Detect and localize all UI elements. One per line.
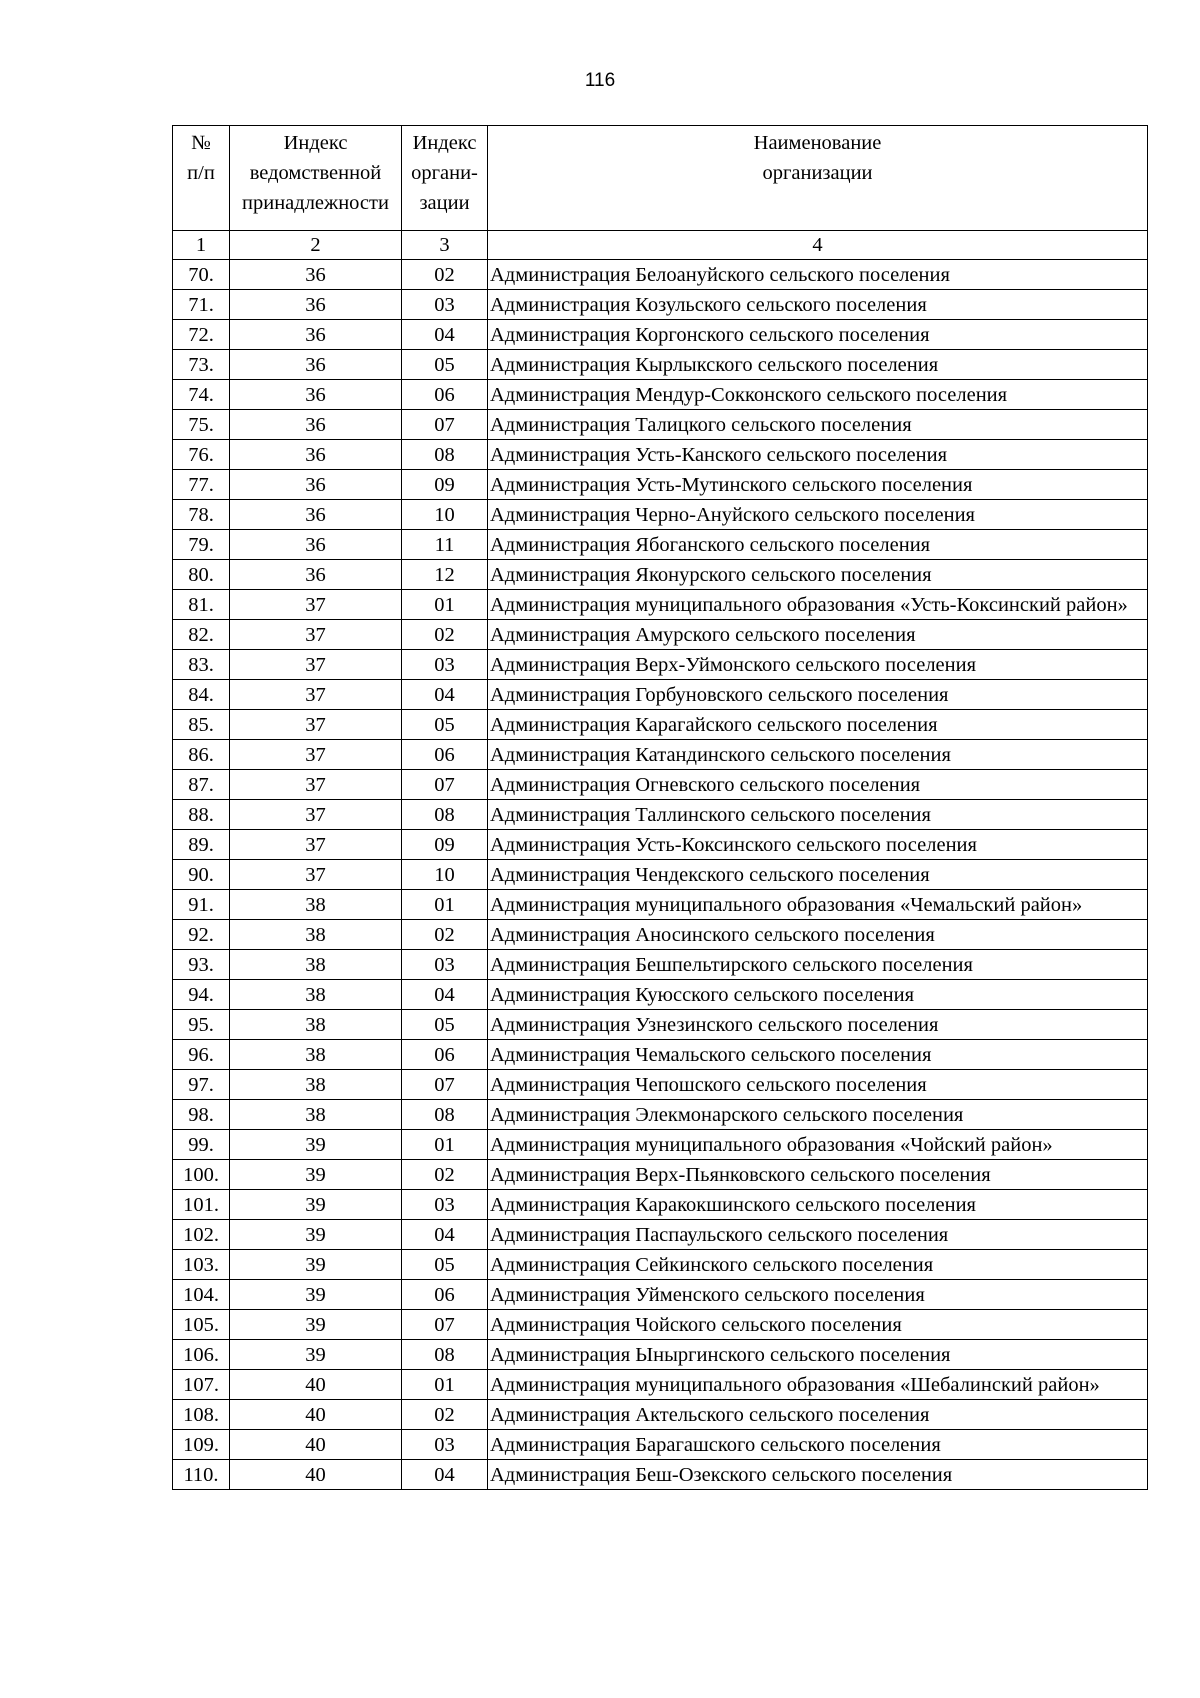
header-number-line: п/п [187,162,215,184]
dept-index-cell: 36 [230,290,402,320]
table-row [173,1430,1148,1460]
org-name-cell: Администрация Паспаульского сельского поселения [488,1220,1148,1250]
row-number: 109. [173,1430,230,1460]
dept-index-cell: 37 [230,860,402,890]
org-index-cell: 04 [402,1220,488,1250]
org-name-cell: Администрация Усть-Коксинского сельского поселения [488,830,1148,860]
org-index-cell: 02 [402,620,488,650]
table-row [173,740,1148,770]
dept-index-cell: 38 [230,950,402,980]
org-name-cell: Администрация Карагайского сельского поселения [488,710,1148,740]
table-row [173,320,1148,350]
header-org-index-line: Индекс [412,132,477,154]
table-row [173,470,1148,500]
row-number: 91. [173,890,230,920]
row-number: 75. [173,410,230,440]
org-index-cell: 03 [402,950,488,980]
dept-index-cell: 36 [230,260,402,290]
table-row [173,350,1148,380]
org-name-cell: Администрация Амурского сельского поселения [488,620,1148,650]
row-number: 76. [173,440,230,470]
org-name-cell: Администрация Верх-Уймонского сельского поселения [488,650,1148,680]
dept-index-cell: 38 [230,1070,402,1100]
org-index-cell: 02 [402,920,488,950]
row-number: 88. [173,800,230,830]
dept-index-cell: 36 [230,350,402,380]
header-number-line: № [191,132,211,154]
org-index-cell: 08 [402,440,488,470]
org-index-cell: 06 [402,1280,488,1310]
dept-index-cell: 39 [230,1130,402,1160]
table-row [173,560,1148,590]
org-name-cell: Администрация муниципального образования «Шебалинский район» [488,1370,1148,1400]
table-row [173,920,1148,950]
row-number: 90. [173,860,230,890]
org-index-cell: 01 [402,590,488,620]
dept-index-cell: 39 [230,1160,402,1190]
org-name-cell: Администрация Катандинского сельского поселения [488,740,1148,770]
header-dept-index-line: ведомственной [249,162,382,184]
row-number: 102. [173,1220,230,1250]
row-number: 89. [173,830,230,860]
row-number: 79. [173,530,230,560]
row-number: 103. [173,1250,230,1280]
org-index-cell: 04 [402,320,488,350]
org-name-cell: Администрация Чепошского сельского поселения [488,1070,1148,1100]
row-number: 83. [173,650,230,680]
table-row [173,1460,1148,1490]
row-number: 70. [173,260,230,290]
org-index-cell: 07 [402,1070,488,1100]
row-number: 73. [173,350,230,380]
org-name-cell: Администрация муниципального образования «Чойский район» [488,1130,1148,1160]
table-row [173,1400,1148,1430]
header-org-index-line: органи- [411,162,478,184]
row-number: 99. [173,1130,230,1160]
row-number: 110. [173,1460,230,1490]
org-index-cell: 06 [402,380,488,410]
org-name-cell: Администрация Мендур-Сокконского сельского поселения [488,380,1148,410]
page-number: 116 [584,70,616,91]
table-row [173,1250,1148,1280]
org-index-cell: 01 [402,890,488,920]
org-name-cell: Администрация Аносинского сельского поселения [488,920,1148,950]
org-name-cell: Администрация Куюсского сельского поселения [488,980,1148,1010]
org-name-cell: Администрация Козульского сельского поселения [488,290,1148,320]
org-index-cell: 04 [402,1460,488,1490]
org-name-cell: Администрация Черно-Ануйского сельского поселения [488,500,1148,530]
org-index-cell: 01 [402,1130,488,1160]
table-row [173,380,1148,410]
column-number: 4 [488,231,1148,260]
header-dept-index [230,126,402,231]
organizations-table [172,125,1148,1490]
dept-index-cell: 37 [230,830,402,860]
row-number: 104. [173,1280,230,1310]
org-name-cell: Администрация муниципального образования «Усть-Коксинский район» [488,590,1148,620]
org-name-cell: Администрация Верх-Пьянковского сельского поселения [488,1160,1148,1190]
dept-index-cell: 36 [230,410,402,440]
column-number-row [173,231,1148,260]
table-row [173,980,1148,1010]
table-row [173,1190,1148,1220]
table-row [173,440,1148,470]
table-row [173,800,1148,830]
org-name-cell: Администрация Каракокшинского сельского поселения [488,1190,1148,1220]
org-index-cell: 07 [402,1310,488,1340]
org-name-cell: Администрация Чойского сельского поселения [488,1310,1148,1340]
dept-index-cell: 37 [230,650,402,680]
org-index-cell: 02 [402,1160,488,1190]
row-number: 81. [173,590,230,620]
table-row [173,650,1148,680]
dept-index-cell: 38 [230,1010,402,1040]
table-row [173,860,1148,890]
org-name-cell: Администрация Чемальского сельского поселения [488,1040,1148,1070]
org-name-cell: Администрация Чендекского сельского поселения [488,860,1148,890]
table-row [173,830,1148,860]
table-row [173,500,1148,530]
org-index-cell: 10 [402,500,488,530]
table-row [173,530,1148,560]
row-number: 85. [173,710,230,740]
org-index-cell: 08 [402,1100,488,1130]
table-row [173,1280,1148,1310]
org-name-cell: Администрация Усть-Канского сельского поселения [488,440,1148,470]
row-number: 96. [173,1040,230,1070]
dept-index-cell: 36 [230,440,402,470]
org-name-cell: Администрация Ябоганского сельского поселения [488,530,1148,560]
dept-index-cell: 37 [230,770,402,800]
org-index-cell: 04 [402,980,488,1010]
dept-index-cell: 38 [230,1100,402,1130]
header-dept-index-line: принадлежности [242,192,389,214]
dept-index-cell: 36 [230,470,402,500]
org-name-cell: Администрация Огневского сельского поселения [488,770,1148,800]
org-index-cell: 05 [402,350,488,380]
row-number: 106. [173,1340,230,1370]
table-row [173,260,1148,290]
dept-index-cell: 36 [230,560,402,590]
column-number: 2 [230,231,402,260]
row-number: 84. [173,680,230,710]
table-row [173,890,1148,920]
dept-index-cell: 40 [230,1400,402,1430]
org-name-cell: Администрация Барагашского сельского поселения [488,1430,1148,1460]
column-number: 1 [173,231,230,260]
org-index-cell: 08 [402,800,488,830]
dept-index-cell: 37 [230,620,402,650]
dept-index-cell: 40 [230,1460,402,1490]
table-row [173,620,1148,650]
org-index-cell: 02 [402,260,488,290]
table-row [173,1040,1148,1070]
row-number: 100. [173,1160,230,1190]
row-number: 80. [173,560,230,590]
row-number: 92. [173,920,230,950]
org-index-cell: 05 [402,1010,488,1040]
table-header [173,126,1148,231]
org-name-cell: Администрация Таллинского сельского поселения [488,800,1148,830]
table-row [173,710,1148,740]
dept-index-cell: 39 [230,1190,402,1220]
org-name-cell: Администрация Элекмонарского сельского поселения [488,1100,1148,1130]
row-number: 95. [173,1010,230,1040]
dept-index-cell: 40 [230,1370,402,1400]
org-name-cell: Администрация Белоануйского сельского поселения [488,260,1148,290]
header-org-name [488,126,1148,231]
row-number: 71. [173,290,230,320]
table-row [173,1370,1148,1400]
org-index-cell: 08 [402,1340,488,1370]
org-name-cell: Администрация Талицкого сельского поселения [488,410,1148,440]
table-row [173,1160,1148,1190]
org-index-cell: 07 [402,770,488,800]
table-row [173,680,1148,710]
org-index-cell: 09 [402,470,488,500]
table-row [173,1310,1148,1340]
dept-index-cell: 39 [230,1310,402,1340]
dept-index-cell: 39 [230,1280,402,1310]
dept-index-cell: 38 [230,890,402,920]
table-row [173,1010,1148,1040]
table-row [173,1130,1148,1160]
org-name-cell: Администрация Кырлыкского сельского поселения [488,350,1148,380]
table-row [173,410,1148,440]
table-row [173,1220,1148,1250]
org-index-cell: 03 [402,290,488,320]
org-index-cell: 11 [402,530,488,560]
dept-index-cell: 36 [230,500,402,530]
org-index-cell: 07 [402,410,488,440]
org-index-cell: 05 [402,710,488,740]
org-name-cell: Администрация Актельского сельского поселения [488,1400,1148,1430]
org-index-cell: 03 [402,650,488,680]
org-index-cell: 05 [402,1250,488,1280]
row-number: 86. [173,740,230,770]
row-number: 82. [173,620,230,650]
org-index-cell: 01 [402,1370,488,1400]
header-org-name-line: Наименование [753,132,882,154]
row-number: 74. [173,380,230,410]
table-body [173,231,1148,1490]
org-index-cell: 10 [402,860,488,890]
row-number: 93. [173,950,230,980]
org-name-cell: Администрация Ыныргинского сельского поселения [488,1340,1148,1370]
table-row [173,1070,1148,1100]
row-number: 97. [173,1070,230,1100]
table-row [173,290,1148,320]
org-name-cell: Администрация Узнезинского сельского поселения [488,1010,1148,1040]
dept-index-cell: 40 [230,1430,402,1460]
row-number: 108. [173,1400,230,1430]
org-name-cell: Администрация Яконурского сельского поселения [488,560,1148,590]
dept-index-cell: 37 [230,710,402,740]
row-number: 105. [173,1310,230,1340]
row-number: 98. [173,1100,230,1130]
header-org-index-line: зации [419,192,470,214]
row-number: 101. [173,1190,230,1220]
row-number: 78. [173,500,230,530]
dept-index-cell: 38 [230,920,402,950]
org-name-cell: Администрация муниципального образования «Чемальский район» [488,890,1148,920]
org-name-cell: Администрация Бешпельтирского сельского поселения [488,950,1148,980]
org-index-cell: 09 [402,830,488,860]
org-name-cell: Администрация Горбуновского сельского поселения [488,680,1148,710]
header-org-index [402,126,488,231]
row-number: 94. [173,980,230,1010]
header-org-name-line: организации [762,162,873,184]
table-row [173,1100,1148,1130]
dept-index-cell: 37 [230,740,402,770]
column-number: 3 [402,231,488,260]
org-index-cell: 03 [402,1430,488,1460]
dept-index-cell: 37 [230,590,402,620]
org-index-cell: 02 [402,1400,488,1430]
org-index-cell: 12 [402,560,488,590]
dept-index-cell: 36 [230,320,402,350]
dept-index-cell: 38 [230,980,402,1010]
org-index-cell: 04 [402,680,488,710]
dept-index-cell: 36 [230,530,402,560]
table-row [173,1340,1148,1370]
table-row [173,770,1148,800]
dept-index-cell: 39 [230,1250,402,1280]
org-index-cell: 06 [402,740,488,770]
dept-index-cell: 36 [230,380,402,410]
table-row [173,590,1148,620]
header-number [173,126,230,231]
org-index-cell: 06 [402,1040,488,1070]
header-dept-index-line: Индекс [283,132,348,154]
row-number: 107. [173,1370,230,1400]
row-number: 87. [173,770,230,800]
row-number: 77. [173,470,230,500]
dept-index-cell: 37 [230,680,402,710]
org-name-cell: Администрация Уйменского сельского поселения [488,1280,1148,1310]
dept-index-cell: 38 [230,1040,402,1070]
row-number: 72. [173,320,230,350]
dept-index-cell: 37 [230,800,402,830]
dept-index-cell: 39 [230,1340,402,1370]
org-name-cell: Администрация Беш-Озекского сельского поселения [488,1460,1148,1490]
table-row [173,950,1148,980]
org-index-cell: 03 [402,1190,488,1220]
org-name-cell: Администрация Коргонского сельского поселения [488,320,1148,350]
org-name-cell: Администрация Усть-Мутинского сельского поселения [488,470,1148,500]
org-name-cell: Администрация Сейкинского сельского поселения [488,1250,1148,1280]
dept-index-cell: 39 [230,1220,402,1250]
